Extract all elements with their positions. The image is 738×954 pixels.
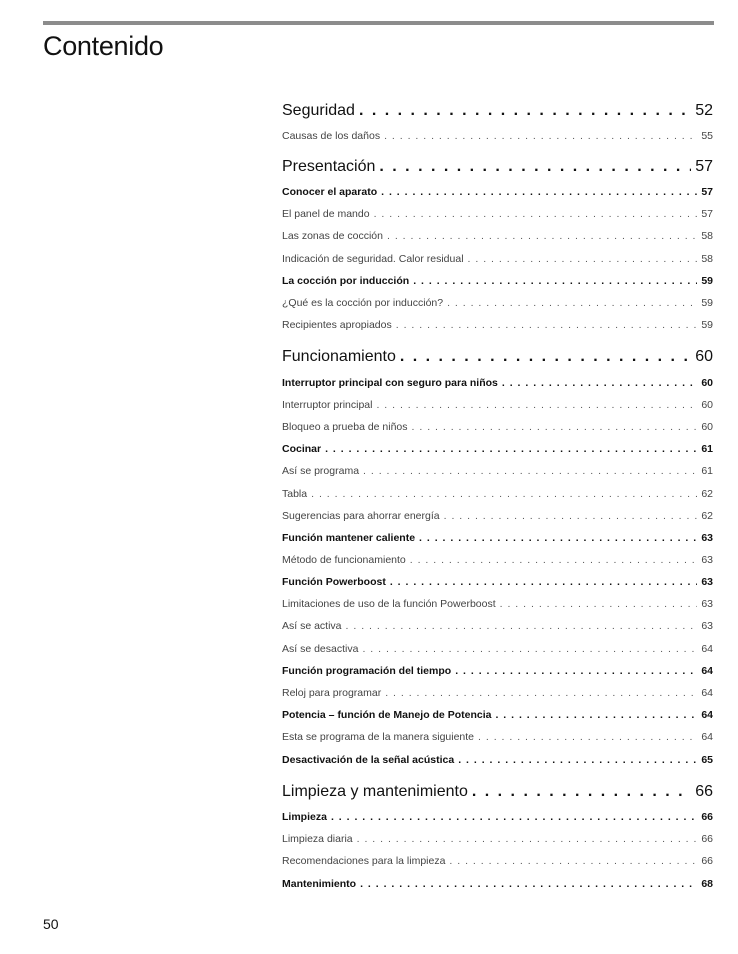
dot-leader: [379, 158, 691, 176]
toc-entry-label: Método de funcionamiento: [282, 554, 406, 566]
toc-entry: [282, 855, 713, 867]
dot-leader: [449, 855, 697, 867]
dot-leader: [447, 297, 697, 309]
toc-entry: [282, 554, 713, 566]
toc-entry-page: 64: [701, 643, 713, 655]
toc-entry-label: Recipientes apropiados: [282, 319, 392, 331]
dot-leader: [311, 488, 697, 500]
toc-entry-page: 59: [701, 275, 713, 287]
toc-entry-label: Presentación: [282, 158, 376, 175]
top-divider: [43, 21, 714, 25]
toc-entry: [282, 377, 713, 389]
dot-leader: [396, 319, 698, 331]
dot-leader: [468, 253, 698, 265]
toc-entry-label: ¿Qué es la cocción por inducción?: [282, 297, 444, 309]
toc-entry-label: Así se programa: [282, 465, 360, 477]
toc-entry-page: 52: [695, 102, 713, 119]
toc-entry: [282, 576, 713, 588]
page-number: 50: [43, 916, 59, 932]
toc-entry-page: 64: [701, 687, 713, 699]
toc-entry: [282, 208, 713, 220]
toc-entry-page: 59: [701, 297, 713, 309]
dot-leader: [495, 709, 697, 721]
toc-entry: [282, 878, 713, 890]
toc-entry-label: Las zonas de cocción: [282, 230, 383, 242]
toc-section-entry: [282, 102, 713, 120]
toc-entry-label: Cocinar: [282, 443, 322, 455]
toc-entry-page: 60: [701, 399, 713, 411]
toc-entry-page: 57: [695, 158, 713, 175]
dot-leader: [384, 130, 697, 142]
toc-section-entry: [282, 783, 713, 801]
dot-leader: [362, 643, 697, 655]
toc-entry: [282, 253, 713, 265]
dot-leader: [360, 878, 697, 890]
toc-entry-label: Desactivación de la señal acústica: [282, 754, 455, 766]
toc-entry-label: Limpieza: [282, 811, 327, 823]
toc-entry-label: Indicación de seguridad. Calor residual: [282, 253, 464, 265]
toc-entry-page: 59: [701, 319, 713, 331]
dot-leader: [419, 532, 697, 544]
toc-entry-page: 66: [695, 783, 713, 800]
toc-entry: [282, 186, 713, 198]
toc-entry-label: Recomendaciones para la limpieza: [282, 855, 446, 867]
toc-entry-label: Interruptor principal: [282, 399, 373, 411]
dot-leader: [410, 554, 698, 566]
toc-entry-page: 64: [701, 731, 713, 743]
toc-entry: [282, 620, 713, 632]
dot-leader: [444, 510, 698, 522]
dot-leader: [381, 186, 697, 198]
toc-entry: [282, 297, 713, 309]
dot-leader: [331, 811, 697, 823]
dot-leader: [346, 620, 698, 632]
toc-entry: [282, 665, 713, 677]
dot-leader: [357, 833, 698, 845]
toc-section-entry: [282, 348, 713, 366]
toc-entry-label: El panel de mando: [282, 208, 370, 220]
toc-entry-page: 63: [701, 532, 713, 544]
toc-entry: [282, 811, 713, 823]
toc-entry: [282, 443, 713, 455]
toc-entry: [282, 510, 713, 522]
toc-entry: [282, 754, 713, 766]
toc-entry: [282, 230, 713, 242]
toc-entry: [282, 275, 713, 287]
toc-entry-page: 65: [701, 754, 713, 766]
toc-entry-label: Causas de los daños: [282, 130, 381, 142]
toc-entry: [282, 488, 713, 500]
toc-entry-page: 57: [701, 186, 713, 198]
dot-leader: [390, 576, 697, 588]
toc-entry-page: 64: [701, 709, 713, 721]
dot-leader: [400, 348, 691, 366]
dot-leader: [325, 443, 697, 455]
toc-entry-page: 68: [701, 878, 713, 890]
dot-leader: [359, 102, 691, 120]
toc-entry-page: 57: [701, 208, 713, 220]
toc-entry: [282, 465, 713, 477]
toc-entry-page: 60: [701, 421, 713, 433]
toc-entry-label: Limpieza diaria: [282, 833, 353, 845]
toc-entry-label: Potencia – función de Manejo de Potencia: [282, 709, 492, 721]
dot-leader: [385, 687, 697, 699]
dot-leader: [458, 754, 697, 766]
toc-entry: [282, 130, 713, 142]
toc-entry: [282, 319, 713, 331]
dot-leader: [412, 421, 698, 433]
toc-entry-label: Sugerencias para ahorrar energía: [282, 510, 440, 522]
toc-entry: [282, 687, 713, 699]
dot-leader: [478, 731, 697, 743]
toc-entry-page: 64: [701, 665, 713, 677]
toc-entry-page: 63: [701, 576, 713, 588]
toc-entry-label: Conocer el aparato: [282, 186, 378, 198]
dot-leader: [363, 465, 697, 477]
dot-leader: [387, 230, 697, 242]
toc-entry-page: 63: [701, 554, 713, 566]
toc-entry-page: 60: [695, 348, 713, 365]
toc-entry: [282, 643, 713, 655]
toc-entry-page: 61: [701, 443, 713, 455]
toc-entry: [282, 399, 713, 411]
toc-entry-label: Reloj para programar: [282, 687, 382, 699]
toc-entry-page: 66: [701, 811, 713, 823]
toc-entry-label: Mantenimiento: [282, 878, 357, 890]
page-title: Contenido: [43, 31, 164, 61]
toc-entry: [282, 421, 713, 433]
toc-entry-page: 58: [701, 230, 713, 242]
dot-leader: [413, 275, 697, 287]
dot-leader: [376, 399, 697, 411]
dot-leader: [502, 377, 697, 389]
toc-entry-page: 66: [701, 833, 713, 845]
toc-entry: [282, 833, 713, 845]
toc-entry-label: Bloqueo a prueba de niños: [282, 421, 408, 433]
toc-entry-page: 62: [701, 488, 713, 500]
toc-entry-label: Así se activa: [282, 620, 342, 632]
toc-entry-label: Función programación del tiempo: [282, 665, 452, 677]
toc-entry-label: Interruptor principal con seguro para niños: [282, 377, 498, 389]
toc-entry-label: Esta se programa de la manera siguiente: [282, 731, 475, 743]
dot-leader: [472, 783, 691, 801]
toc-entry-label: Funcionamiento: [282, 348, 396, 365]
toc-entry-page: 63: [701, 620, 713, 632]
toc-entry-label: Función mantener caliente: [282, 532, 416, 544]
dot-leader: [374, 208, 698, 220]
toc-section-entry: [282, 158, 713, 176]
toc-entry: [282, 731, 713, 743]
toc-entry-label: La cocción por inducción: [282, 275, 410, 287]
toc-entry-page: 66: [701, 855, 713, 867]
toc-entry-page: 62: [701, 510, 713, 522]
toc-entry: [282, 532, 713, 544]
toc-entry-page: 60: [701, 377, 713, 389]
toc-entry-label: Seguridad: [282, 102, 355, 119]
toc-entry-page: 63: [701, 598, 713, 610]
toc-entry-label: Tabla: [282, 488, 308, 500]
toc-entry-page: 55: [701, 130, 713, 142]
toc-entry: [282, 598, 713, 610]
dot-leader: [455, 665, 697, 677]
toc-entry-page: 58: [701, 253, 713, 265]
toc-entry-label: Función Powerboost: [282, 576, 386, 588]
toc-entry-label: Así se desactiva: [282, 643, 359, 655]
toc-entry-label: Limpieza y mantenimiento: [282, 783, 468, 800]
toc-entry-page: 61: [701, 465, 713, 477]
toc-entry: [282, 709, 713, 721]
dot-leader: [500, 598, 698, 610]
toc-entry-label: Limitaciones de uso de la función Powerboost: [282, 598, 496, 610]
